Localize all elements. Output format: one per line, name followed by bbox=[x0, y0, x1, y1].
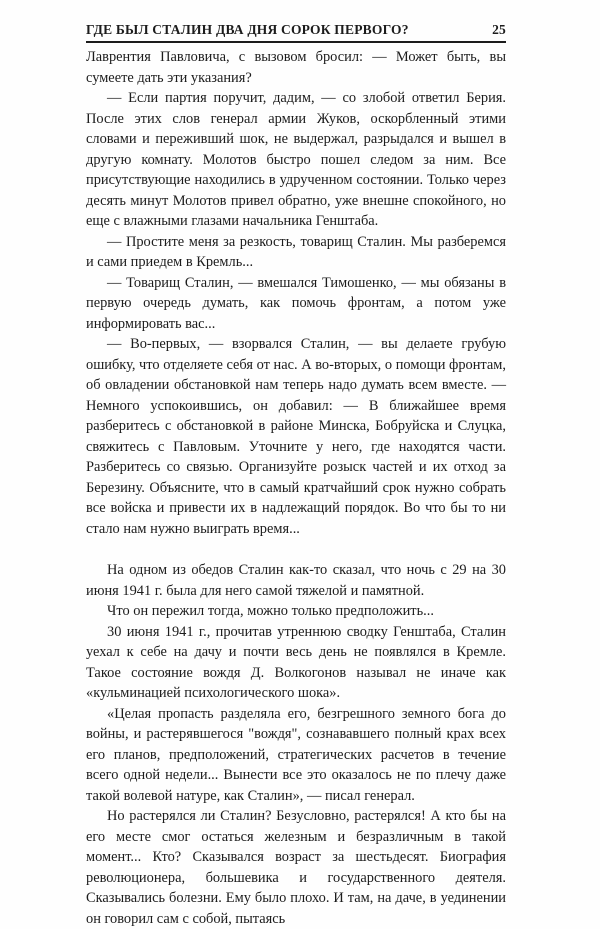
paragraph: На одном из обедов Сталин как-то сказал, что ночь с 29 на 30 июня 1941 г. была для него самой тяжелой и памятной. bbox=[86, 562, 506, 599]
paragraph: — Во-первых, — взорвался Сталин, — вы делаете грубую ошибку, что отделяете себя от нас. А во-вторых, о помощи фронтам, об овладении обстановкой нам теперь надо думать всем вместе. — Немного успокоившись, он добавил: — В ближайшее время разберитесь с обстановкой в районе Минска, Бобруйска и Слуцка, свяжитесь с Павловым. Уточните у него, где находятся части. Разберитесь со связью. Организуйте розыск частей и их отход за Березину. Объясните, что в самый кратчайший срок нужно собрать все войска и привести их в надлежащий порядок. Во что бы то ни стало нам нужно выиграть время... bbox=[86, 336, 506, 537]
paragraph: Но растерялся ли Сталин? Безусловно, растерялся! А кто бы на его месте смог остаться железным и безразличным в такой момент... Кто? Сказывался возраст за шестьдесят. Биография революционера, большевика и государственного деятеля. Сказывались болезни. Ему было плохо. И там, на даче, в уединении он говорил сам с собой, пытаясь bbox=[86, 808, 506, 927]
running-header bbox=[86, 17, 506, 43]
paragraph: Лаврентия Павловича, с вызовом бросил: — Может быть, вы сумеете дать эти указания? bbox=[86, 49, 506, 86]
paragraph: 30 июня 1941 г., прочитав утреннюю сводку Генштаба, Сталин уехал к себе на дачу и почти весь день не появлялся в Кремле. Такое состояние вождя Д. Волкогонов называл не иначе как «кульминацией психологического шока». bbox=[86, 623, 506, 701]
running-title: ГДЕ БЫЛ СТАЛИН ДВА ДНЯ СОРОК ПЕРВОГО? bbox=[86, 22, 409, 37]
section-gap bbox=[86, 539, 506, 560]
paragraph: — Товарищ Сталин, — вмешался Тимошенко, — мы обязаны в первую очередь думать, как помочь фронтам, а потом уже информировать вас... bbox=[86, 274, 506, 332]
paragraph: Что он пережил тогда, можно только предположить... bbox=[107, 603, 434, 619]
header-rule bbox=[86, 41, 506, 43]
paragraph: «Целая пропасть разделяла его, безгрешного земного бога до войны, и растерявшегося "вождя", сознававшего полный крах всех его планов, предположений, стратегических расчетов в течение всего одной недели... Вынести все это оказалось не по плечу даже такой волевой натуре, как Сталин», — писал генерал. bbox=[86, 705, 506, 804]
paragraph: — Простите меня за резкость, товарищ Сталин. Мы разберемся и сами приедем в Кремль... bbox=[86, 233, 506, 270]
paragraph: — Если партия поручит, дадим, — со злобой ответил Берия. После этих слов генерал армии Жуков, оскорбленный этими словами и переживший шок, не выдержал, разрыдался и вышел в другую комнату. Молотов быстро пошел следом за ним. Все присутствующие находились в удрученном состоянии. Только через десять минут Молотов привел обратно, уже внешне спокойного, но еще с влажными глазами начальника Генштаба. bbox=[86, 90, 506, 229]
page-body bbox=[86, 47, 506, 929]
page-number: 25 bbox=[492, 22, 506, 37]
